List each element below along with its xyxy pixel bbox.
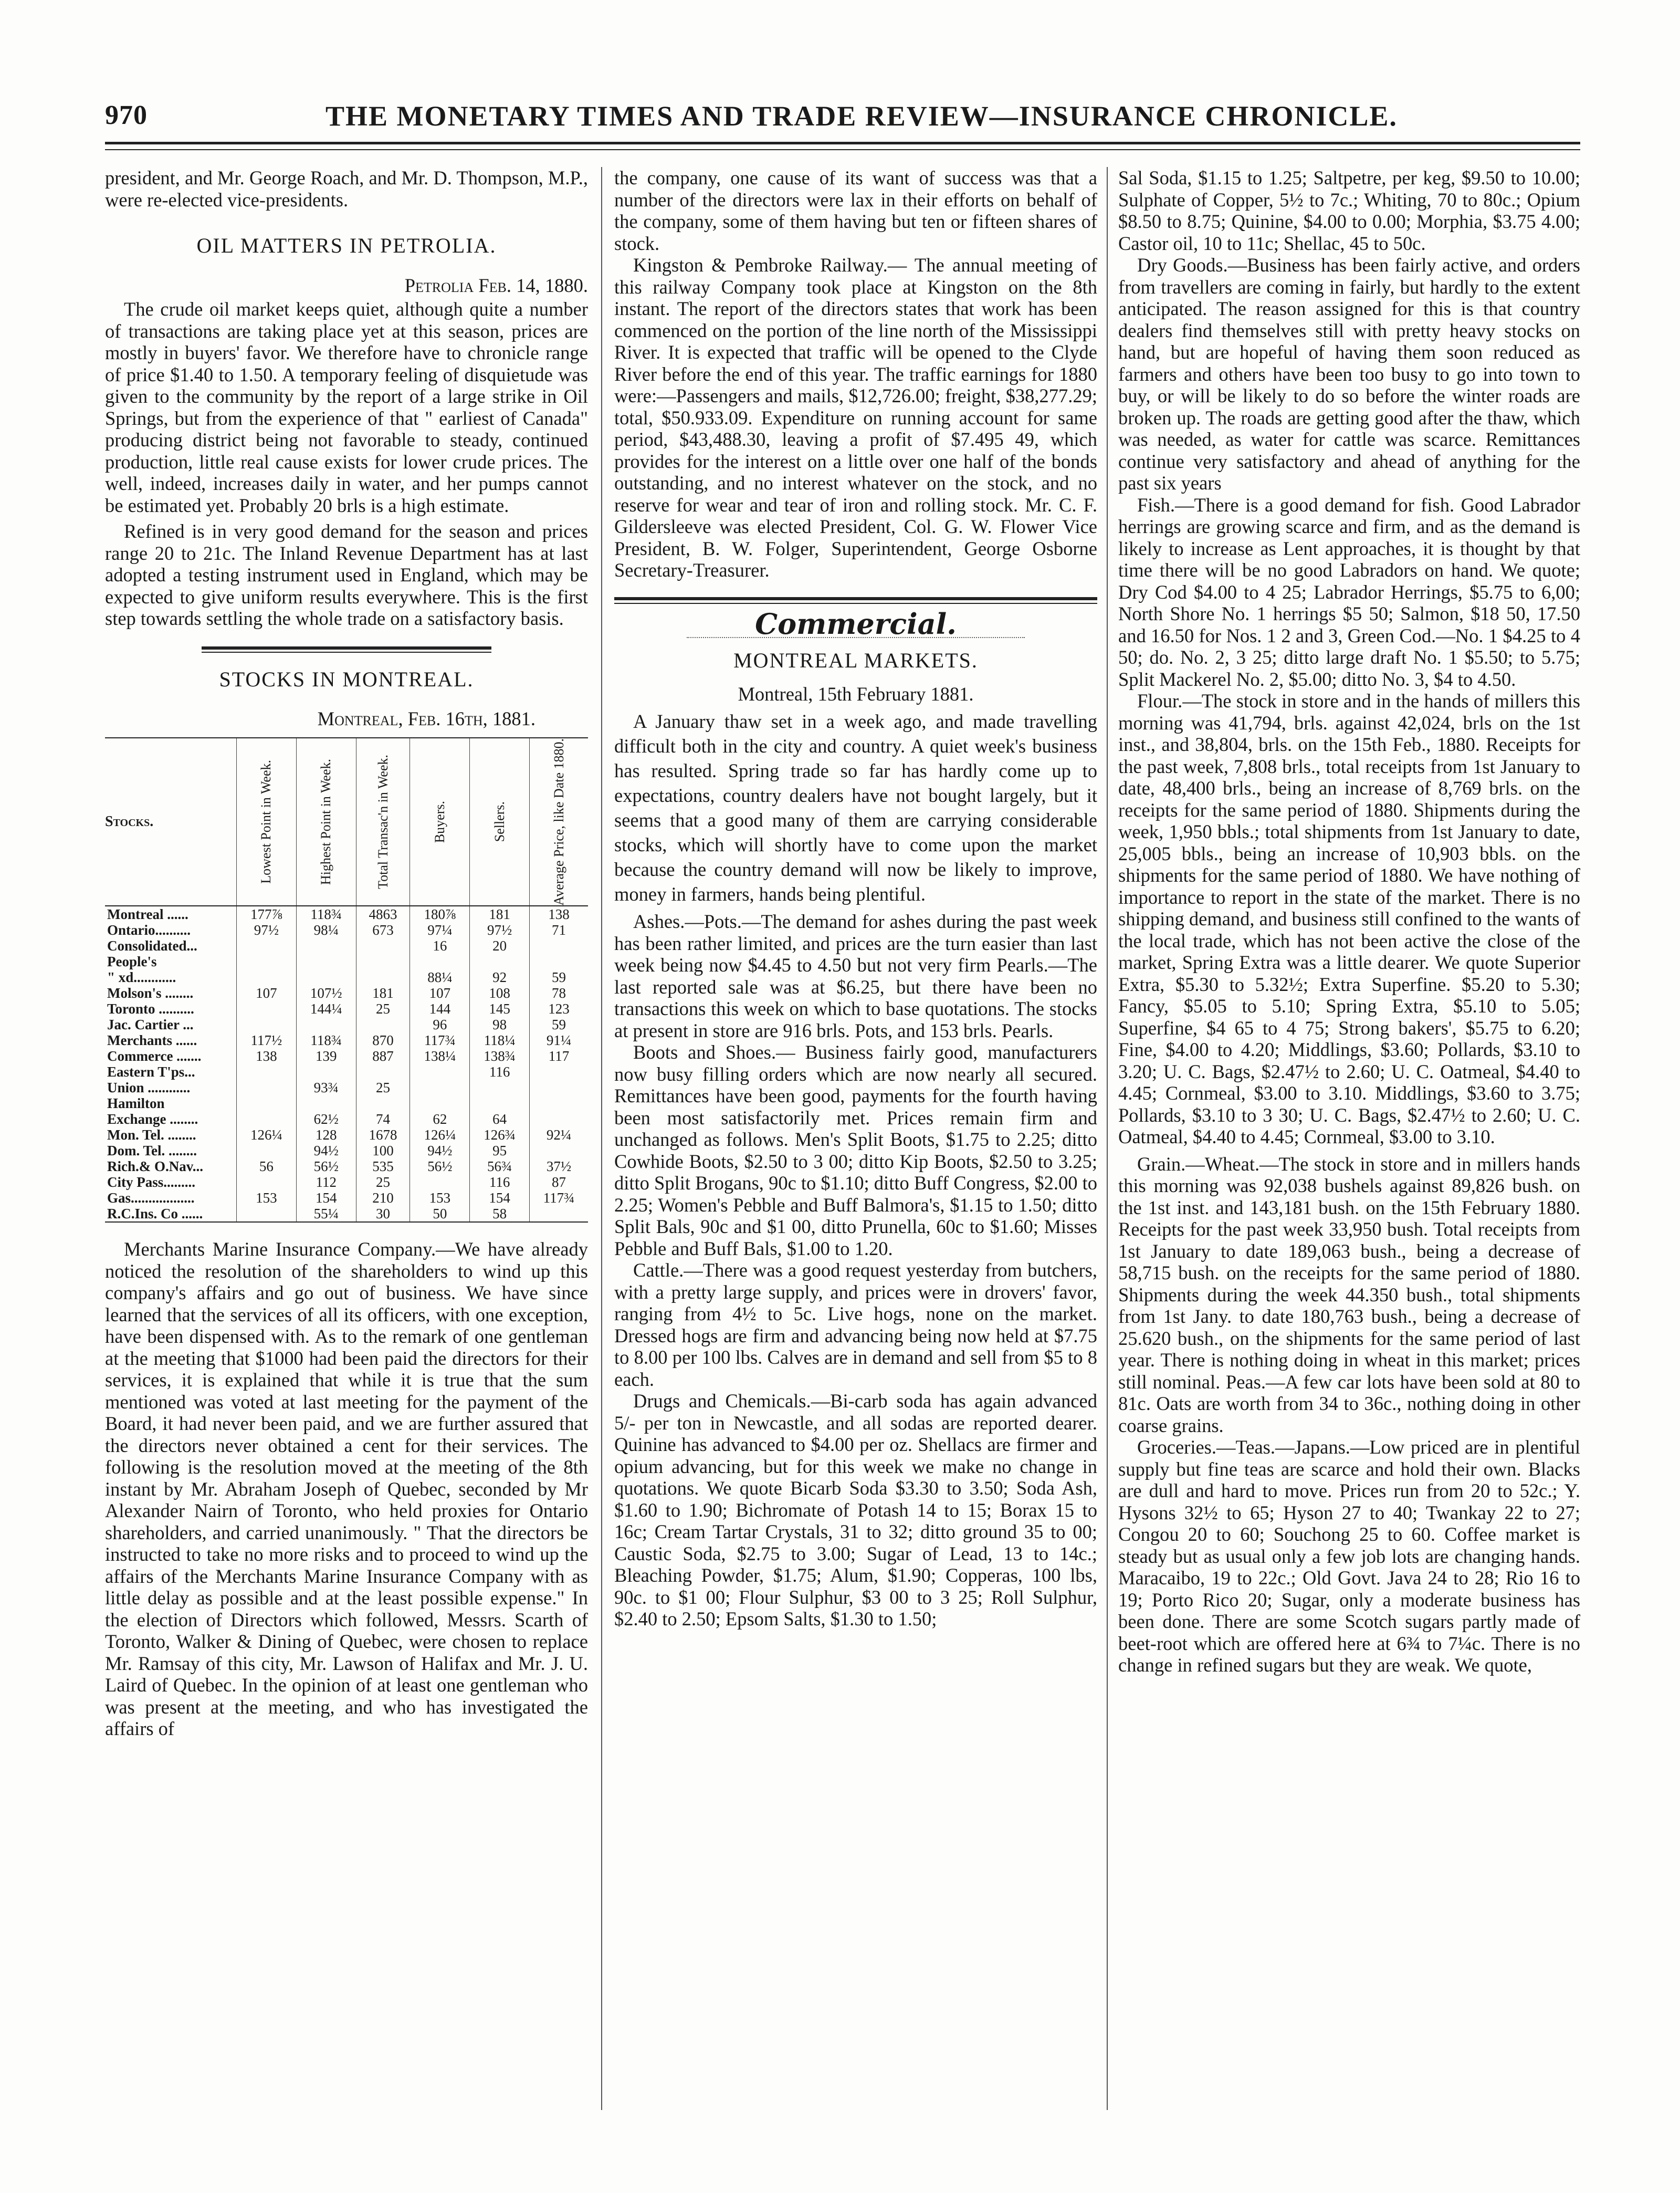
table-row xyxy=(105,1174,588,1190)
table-cell: 126¼ xyxy=(410,1127,470,1143)
table-cell xyxy=(410,1095,470,1111)
commercial-title: Commercial. xyxy=(755,607,957,641)
stock-name-cell: Exchange ........ xyxy=(107,1111,198,1127)
table-cell: 117 xyxy=(530,1048,588,1064)
table-cell: 37½ xyxy=(530,1158,588,1174)
merchants-marine-paragraph: Merchants Marine Insurance Company.—We have already noticed the resolution of the shareholders to wind up this company's affairs and go out of business. We have since learned that the services of all its officers, with one exception, have been dispensed with. As to the remark of one gentleman at the meeting that $1000 had been paid the directors for their services, it is explained that while it is true that the sum mentioned was voted at last meeting for the payment of the Board, it had never been paid, and we are further assured that the directors never obtained a cent for their services. The following is the resolution moved at the meeting of the 8th instant by Mr. Abraham Joseph of Quebec, seconded by Mr Alexander Nairn of Toronto, who held proxies for Ontario shareholders, and carried unanimously. " That the directors be instructed to take no more risks and to proceed to wind up the affairs of the Merchants Marine Insurance Company with as little delay as possible and at the least possible expense." In the election of Directors which followed, Messrs. Scarth of Toronto, Walker & Dining of Quebec, were chosen to replace Mr. Ramsay of this city, Mr. Lawson of Halifax and Mr. J. U. Laird of Quebec. In the opinion of at least one gentleman who was present at the meeting, and who has investigated the affairs of xyxy=(105,1238,588,1740)
continued-paragraph: the company, one cause of its want of success was that a number of the directors were lax in their efforts on behalf of the company, some of them having but ten or fifteen shares of stock. xyxy=(614,167,1097,254)
table-row xyxy=(105,1001,588,1017)
table-cell: 56¾ xyxy=(470,1158,530,1174)
table-cell: 97¼ xyxy=(410,922,470,938)
table-cell: 59 xyxy=(530,1017,588,1032)
table-cell: 210 xyxy=(356,1190,410,1206)
stocks-dateline: Montreal, Feb. 16th, 1881. xyxy=(317,708,536,729)
table-cell: 97½ xyxy=(237,922,297,938)
table-cell: 92 xyxy=(470,969,530,985)
table-cell xyxy=(296,1064,356,1080)
stock-name-cell: " xd............ xyxy=(107,969,176,986)
table-cell: 128 xyxy=(296,1127,356,1143)
table-cell: 118¼ xyxy=(470,1032,530,1048)
table-cell: 100 xyxy=(356,1143,410,1158)
table-row xyxy=(105,954,588,969)
continued-paragraph: Sal Soda, $1.15 to 1.25; Saltpetre, per keg, $9.50 to 10.00; Sulphate of Copper, 5½ to 7c.; Whiting, 70 to 80c.; Opium $8.50 to 8.75; Quinine, $4.00 to 0.00; Morphia, $3.75 4.00; Castor oil, 10 to 11c; Shellac, 45 to 50c. xyxy=(1118,167,1580,254)
stock-name-cell: Montreal ...... xyxy=(107,906,188,923)
table-cell: 94½ xyxy=(410,1143,470,1158)
table-cell: 78 xyxy=(530,985,588,1001)
table-cell: 71 xyxy=(530,922,588,938)
stock-name-cell: Molson's ........ xyxy=(107,985,194,1001)
table-row xyxy=(105,985,588,1001)
column-header: Highest Point in Week. xyxy=(296,738,356,906)
section-rule-thin xyxy=(614,603,1097,604)
table-cell: 25 xyxy=(356,1174,410,1190)
table-cell xyxy=(237,1143,297,1158)
table-cell: 20 xyxy=(470,938,530,954)
table-cell: 98¼ xyxy=(296,922,356,938)
table-cell: 56½ xyxy=(296,1158,356,1174)
table-cell: 154 xyxy=(470,1190,530,1206)
column-header: Sellers. xyxy=(470,738,530,906)
table-cell xyxy=(296,1095,356,1111)
table-cell: 117½ xyxy=(237,1032,297,1048)
table-row xyxy=(105,1143,588,1158)
header-rule-thin xyxy=(105,149,1580,150)
table-cell: 108 xyxy=(470,985,530,1001)
table-cell: 117¾ xyxy=(410,1032,470,1048)
markets-dateline: Montreal, 15th February 1881. xyxy=(738,683,974,705)
table-cell: 62 xyxy=(410,1111,470,1127)
stock-name-cell: Mon. Tel. ........ xyxy=(107,1127,196,1143)
fish-paragraph: Fish.—There is a good demand for fish. Good Labrador herrings are growing scarce and firm, and as the demand is likely to increase as Lent approaches, it is thought by that time there will be no good Labradors on hand. We quote; Dry Cod $4.00 to 4 25; Labrador Herrings, $5.75 to 6,00; North Shore No. 1 herrings $5 50; Salmon, $18 50, 17.50 and 16.50 for Nos. 1 2 and 3, Green Cod.—No. 1 $4.25 to 4 50; do. No. 2, 3 25; ditto large draft No. 1 $5.50; to 5.75; Split Mackerel No. 2, $5.00; ditto No. 3, $4 to 4.50. xyxy=(1118,494,1580,690)
table-cell xyxy=(356,954,410,969)
table-cell: 138¾ xyxy=(470,1048,530,1064)
table-cell xyxy=(237,1017,297,1032)
table-row xyxy=(105,1017,588,1032)
table-row xyxy=(105,1095,588,1111)
oil-dateline: Petrolia Feb. 14, 1880. xyxy=(404,274,588,296)
table-cell: 126¾ xyxy=(470,1127,530,1143)
table-cell: 91¼ xyxy=(530,1032,588,1048)
table-cell xyxy=(237,954,297,969)
table-cell: 50 xyxy=(410,1206,470,1222)
table-row xyxy=(105,1127,588,1143)
table-header-row xyxy=(105,738,588,906)
stock-name-cell: Dom. Tel. ........ xyxy=(107,1143,197,1159)
stock-name-cell: People's xyxy=(107,954,157,970)
table-cell: 144 xyxy=(410,1001,470,1017)
table-row xyxy=(105,938,588,954)
table-cell: 25 xyxy=(356,1001,410,1017)
table-cell: 56 xyxy=(237,1158,297,1174)
stock-name-cell: City Pass......... xyxy=(107,1174,195,1191)
stock-name-cell: Hamilton xyxy=(107,1095,165,1112)
table-cell: 181 xyxy=(470,906,530,922)
section-rule-thin xyxy=(202,652,491,653)
table-cell xyxy=(237,938,297,954)
table-row xyxy=(105,1206,588,1222)
table-cell: 94½ xyxy=(296,1143,356,1158)
table-cell xyxy=(530,954,588,969)
table-cell: 98 xyxy=(470,1017,530,1032)
table-cell: 153 xyxy=(237,1190,297,1206)
refined-paragraph: Refined is in very good demand for the season and prices range 20 to 21c. The Inland Revenue Department has at last adopted a testing instrument used in England, which may be expected to give uniform results everywhere. This is the first step towards settling the whole trade on a satisfactory basis. xyxy=(105,520,588,629)
table-cell: 673 xyxy=(356,922,410,938)
table-row xyxy=(105,1064,588,1080)
table-cell xyxy=(237,969,297,985)
column-header: Average Price, like Date 1880. xyxy=(530,738,588,906)
table-cell xyxy=(530,1080,588,1095)
table-cell xyxy=(296,954,356,969)
table-cell: 870 xyxy=(356,1032,410,1048)
table-cell xyxy=(296,969,356,985)
table-cell xyxy=(530,1206,588,1222)
stocks-table-body xyxy=(105,906,588,1222)
table-cell xyxy=(237,1095,297,1111)
table-cell xyxy=(237,1001,297,1017)
table-cell: 118¾ xyxy=(296,906,356,922)
table-cell xyxy=(356,938,410,954)
table-cell xyxy=(237,1080,297,1095)
stocks-heading: STOCKS IN MONTREAL. xyxy=(219,667,474,691)
table-cell: 116 xyxy=(470,1174,530,1190)
stock-name-cell: Jac. Cartier ... xyxy=(107,1017,194,1033)
table-cell xyxy=(356,1095,410,1111)
table-row xyxy=(105,906,588,922)
table-cell xyxy=(470,954,530,969)
table-cell: 117¾ xyxy=(530,1190,588,1206)
table-cell: 116 xyxy=(470,1064,530,1080)
section-rule xyxy=(614,597,1097,600)
table-cell xyxy=(410,1080,470,1095)
table-cell xyxy=(410,954,470,969)
table-cell: 16 xyxy=(410,938,470,954)
cattle-paragraph: Cattle.—There was a good request yesterday from butchers, with a pretty large supply, and prices were in drovers' favor, ranging from 4½ to 5c. Live hogs, none on the market. Dressed hogs are firm and advancing being now held at $7.75 to 8.00 per 100 lbs. Calves are in demand and sell from $5 to 8 each. xyxy=(614,1259,1097,1390)
table-cell: 138 xyxy=(530,906,588,922)
table-cell: 144¼ xyxy=(296,1001,356,1017)
table-cell: 177⅞ xyxy=(237,906,297,922)
groceries-paragraph: Groceries.—Teas.—Japans.—Low priced are in plentiful supply but fine teas are scarce and hold their own. Blacks are dull and hard to move. Prices run from 20 to 52c.; Y. Hysons 32½ to 65; Hyson 27 to 40; Twankay 22 to 27; Congou 20 to 60; Souchong 25 to 60. Coffee market is steady but as usual only a few job lots are changing hands. Maracaibo, 19 to 22c.; Old Govt. Java 24 to 28; Rio 16 to 19; Porto Rico 20; Sugar, only a moderate business has been done. There are some Scotch sugars partly made of beet-root which are offered here at 6¾ to 7¼c. There is no change in refined sugars but they are weak. We quote, xyxy=(1118,1436,1580,1676)
table-cell: 180⅞ xyxy=(410,906,470,922)
table-cell: 58 xyxy=(470,1206,530,1222)
table-cell xyxy=(356,1017,410,1032)
stocks-table xyxy=(105,737,588,1223)
table-cell xyxy=(296,938,356,954)
table-cell: 95 xyxy=(470,1143,530,1158)
table-cell xyxy=(530,1111,588,1127)
table-row xyxy=(105,1048,588,1064)
table-cell: 25 xyxy=(356,1080,410,1095)
stock-name-cell: Eastern T'ps... xyxy=(107,1064,195,1080)
table-cell xyxy=(237,1064,297,1080)
table-cell: 97½ xyxy=(470,922,530,938)
grain-paragraph: Grain.—Wheat.—The stock in store and in millers hands this morning was 92,038 bushels against 89,826 bush. on the 1st inst. and 143,181 bush. on the 15th February 1880. Receipts for the past week 33,950 bush. Total receipts from 1st January to date 189,063 bush., being a decrease of 58,715 bush. on the receipts for the same period of 1880. Shipments during the week 44.350 bush., total shipments from 1st Jany. to date 180,763 bush., being a decrease of 25.620 bush., on the shipments for the same period of last year. There is nothing doing in wheat in this market; prices still nominal. Peas.—A few car lots have been sold at 80 to 81c. Oats are worth from 34 to 36c., nothing doing in other coarse grains. xyxy=(1118,1153,1580,1436)
table-cell: 107 xyxy=(237,985,297,1001)
ashes-paragraph: Ashes.—Pots.—The demand for ashes during the past week has been rather limited, and prices are the turn easier than last week being now $4.45 to 4.50 but not very firm Pearls.—The last reported sale was at $6.25, but there have been no transactions this week on which to base quotations. The stocks at present in store are 916 brls. Pots, and 153 brls. Pearls. xyxy=(614,911,1097,1041)
header-rule xyxy=(105,142,1580,144)
table-cell xyxy=(410,1174,470,1190)
table-cell: 154 xyxy=(296,1190,356,1206)
page-number: 970 xyxy=(105,100,148,130)
table-cell xyxy=(296,1017,356,1032)
table-cell: 87 xyxy=(530,1174,588,1190)
table-cell: 64 xyxy=(470,1111,530,1127)
table-cell: 1678 xyxy=(356,1127,410,1143)
table-cell xyxy=(470,1095,530,1111)
table-cell xyxy=(530,938,588,954)
table-cell xyxy=(237,1174,297,1190)
table-cell xyxy=(356,1064,410,1080)
table-cell: 138 xyxy=(237,1048,297,1064)
table-cell xyxy=(410,1064,470,1080)
page-header xyxy=(105,100,1580,132)
section-rule xyxy=(202,646,491,650)
table-cell: 62½ xyxy=(296,1111,356,1127)
table-cell xyxy=(530,1095,588,1111)
column-header: Buyers. xyxy=(410,738,470,906)
column-1 xyxy=(105,167,588,1740)
column-header: Lowest Point in Week. xyxy=(237,738,297,906)
stock-name-cell: Union ............ xyxy=(107,1080,191,1096)
table-row xyxy=(105,1158,588,1174)
dry-goods-paragraph: Dry Goods.—Business has been fairly active, and orders from travellers are coming in fairly, but hardly to the extent anticipated. The reason assigned for this is that country dealers find themselves still with pretty heavy stocks on hand, but are hopeful of having them soon reduced as farmers and others have been too busy to go into town to buy, or will be likely to do so before the winter roads are broken up. The roads are getting good after the thaw, which was needed, as water for cattle was scarce. Remittances continue very satisfactory and ahead of anything for the past six years xyxy=(1118,254,1580,494)
column-header: Total Transac'n in Week. xyxy=(356,738,410,906)
running-head: THE MONETARY TIMES AND TRADE REVIEW—INSURANCE CHRONICLE. xyxy=(326,100,1398,132)
stock-name-cell: Rich.& O.Nav... xyxy=(107,1158,204,1175)
table-cell xyxy=(530,1143,588,1158)
table-cell: 112 xyxy=(296,1174,356,1190)
markets-intro-paragraph: A January thaw set in a week ago, and made travelling difficult both in the city and country. A quiet week's business has resulted. Spring trade so far has hardly come up to expectations, country dealers have not bought largely, but it seems that a good many of them are carrying considerable stocks, which will shortly have to come upon the market because the country demand will now be likely to improve, money in farmers, hands being plentiful. xyxy=(614,711,1097,905)
table-cell: 145 xyxy=(470,1001,530,1017)
table-cell: 59 xyxy=(530,969,588,985)
table-cell: 126¼ xyxy=(237,1127,297,1143)
table-cell: 107 xyxy=(410,985,470,1001)
table-cell: 96 xyxy=(410,1017,470,1032)
table-cell xyxy=(237,1111,297,1127)
table-cell: 92¼ xyxy=(530,1127,588,1143)
table-cell: 55¼ xyxy=(296,1206,356,1222)
table-cell: 181 xyxy=(356,985,410,1001)
table-cell: 535 xyxy=(356,1158,410,1174)
table-cell xyxy=(237,1206,297,1222)
table-cell: 153 xyxy=(410,1190,470,1206)
table-cell: 138¼ xyxy=(410,1048,470,1064)
column-2 xyxy=(614,167,1097,1630)
stock-name-cell: Consolidated... xyxy=(107,938,197,954)
stock-name-cell: Ontario.......... xyxy=(107,922,191,938)
stock-name-cell: Commerce ....... xyxy=(107,1048,202,1064)
column-3 xyxy=(1118,167,1580,1676)
montreal-markets-heading: MONTREAL MARKETS. xyxy=(733,649,978,672)
table-row xyxy=(105,922,588,938)
table-cell: 118¾ xyxy=(296,1032,356,1048)
table-cell: 30 xyxy=(356,1206,410,1222)
table-row xyxy=(105,1080,588,1095)
table-cell: 74 xyxy=(356,1111,410,1127)
table-cell: 887 xyxy=(356,1048,410,1064)
oil-matters-heading: OIL MATTERS IN PETROLIA. xyxy=(196,234,497,257)
oil-paragraph: The crude oil market keeps quiet, although quite a number of transactions are taking place yet at this season, prices are mostly in buyers' favor. We therefore have to chronicle range of price $1.40 to 1.50. A temporary feeling of disquietude was given to the community by the report of a large strike in Oil Springs, but from the experience of that " earliest of Canada" producing district being not favorable to steady, continued production, little real cause exists for lower crude prices. The well, indeed, increases daily in water, and her pumps cannot be estimated yet. Probably 20 brls is a high estimate. xyxy=(105,298,588,516)
column-divider xyxy=(1107,167,1108,2110)
table-cell: 4863 xyxy=(356,906,410,922)
stock-name-cell: Merchants ...... xyxy=(107,1032,197,1049)
column-divider xyxy=(601,167,602,2110)
table-cell: 88¼ xyxy=(410,969,470,985)
stock-name-cell: R.C.Ins. Co ...... xyxy=(105,1206,237,1222)
table-cell xyxy=(356,969,410,985)
table-row xyxy=(105,1111,588,1127)
boots-shoes-paragraph: Boots and Shoes.— Business fairly good, manufacturers now busy filling orders which are now nearly all secured. Remittances have been good, payments for the fourth having been most satisfactorily met. Prices remain firm and unchanged as follows. Men's Split Boots, $1.75 to 2.25; ditto Cowhide Boots, $2.50 to 3 00; ditto Kip Boots, $2.50 to 3.25; ditto Split Brogans, 90c to $1.10; ditto Buff Congress, $2.00 to 2.25; Women's Pebble and Buff Balmora's, $1.15 to 1.50; ditto Split Bals, 90c and $1 00, ditto Prunella, 60c to $1.60; Misses Pebble and Buff Bals, $1.00 to 1.20. xyxy=(614,1041,1097,1259)
stock-name-cell: Gas.................. xyxy=(107,1190,195,1206)
intro-paragraph: president, and Mr. George Roach, and Mr. D. Thompson, M.P., were re-elected vice-presidents. xyxy=(105,167,588,211)
drugs-chemicals-paragraph: Drugs and Chemicals.—Bi-carb soda has again advanced 5/- per ton in Newcastle, and all sodas are reported dearer. Quinine has advanced to $4.00 per oz. Shellacs are firmer and opium advancing, but for this week we make no change in quotations. We quote Bicarb Soda $3.30 to 3.50; Soda Ash, $1.60 to 1.90; Bichromate of Potash 14 to 15; Borax 15 to 16c; Cream Tartar Crystals, 31 to 32; ditto ground 35 to 00; Caustic Soda, $2.75 to 3.00; Sugar of Lead, 13 to 14c.; Bleaching Powder, $1.75; Alum, $1.90; Copperas, 100 lbs, 90c. to $1 00; Flour Sulphur, $3 00 to 3 25; Roll Sulphur, $2.40 to 2.50; Epsom Salts, $1.30 to 1.50; xyxy=(614,1390,1097,1630)
table-cell: 139 xyxy=(296,1048,356,1064)
table-row xyxy=(105,1032,588,1048)
table-cell: 107½ xyxy=(296,985,356,1001)
kingston-pembroke-paragraph: Kingston & Pembroke Railway.— The annual meeting of this railway Company took place at Kingston on the 8th instant. The report of the directors states that work has been commenced on the portion of the line north of the Mississippi River. It is expected that traffic will be opened to the Clyde River before the end of this year. The traffic earnings for 1880 were:—Passengers and mails, $12,726.00; freight, $38,277.29; total, $50.933.09. Expenditure on running account for same period, $43,488.30, leaving a profit of $7.495 49, which provides for the interest on a little over one half of the bonds outstanding, and no interest whatever on the stock, and no reserve for wear and tear of iron and rolling stock. Mr. C. F. Gildersleeve was elected President, Col. G. W. Flower Vice President, B. W. Folger, Superintendent, George Osborne Secretary-Treasurer. xyxy=(614,254,1097,581)
table-cell xyxy=(530,1064,588,1080)
stock-name-cell: Toronto .......... xyxy=(107,1001,194,1017)
table-cell xyxy=(470,1080,530,1095)
column-header: Stocks. xyxy=(105,738,237,906)
table-cell: 56½ xyxy=(410,1158,470,1174)
table-row xyxy=(105,969,588,985)
table-cell: 93¾ xyxy=(296,1080,356,1095)
flour-paragraph: Flour.—The stock in store and in the hands of millers this morning was 41,794, brls. against 42,024, brls on the 1st inst., and 38,804, brls. on the 15th Feb., 1880. Receipts for the past week, 7,808 brls., total receipts from 1st January to date, 48,400 brls., being an increase of 8,769 brls. on the receipts for the same period of 1880. Shipments during the week, 1,950 bbls.; total shipments from 1st January to date, 25,005 bbls., being an increase of 10,903 bbls. on the shipments for the same period of 1880. We have nothing of importance to report in the state of the market. There is no shipping demand, and business still confined to the wants of the local trade, which has not been active the close of the market, Spring Extra was a little dearer. We quote Superior Extra, $5.30 to 5.32½; Extra Superfine. $5.20 to 5.30; Fancy, $5.05 to 5.10; Spring Extra, $5.10 to 5.05; Superfine, $4 65 to 4 75; Strong bakers', $5.75 to 6.20; Fine, $4.00 to 4.20; Middlings, $3.60; Pollards, $3.10 to 3.20; U. C. Bags, $2.47½ to 2.60; U. C. Oatmeal, $4.40 to 4.45; Cornmeal, $3.00 to 3.10. Middlings, $3.60 to 3.75; Pollards, $3.10 to 3 30; U. C. Bags, $2.47½ to 2.60; U. C. Oatmeal, $4.40 to 4.45; Cornmeal, $3.00 to 3.10. xyxy=(1118,690,1580,1147)
table-row xyxy=(105,1190,588,1206)
table-cell: 123 xyxy=(530,1001,588,1017)
